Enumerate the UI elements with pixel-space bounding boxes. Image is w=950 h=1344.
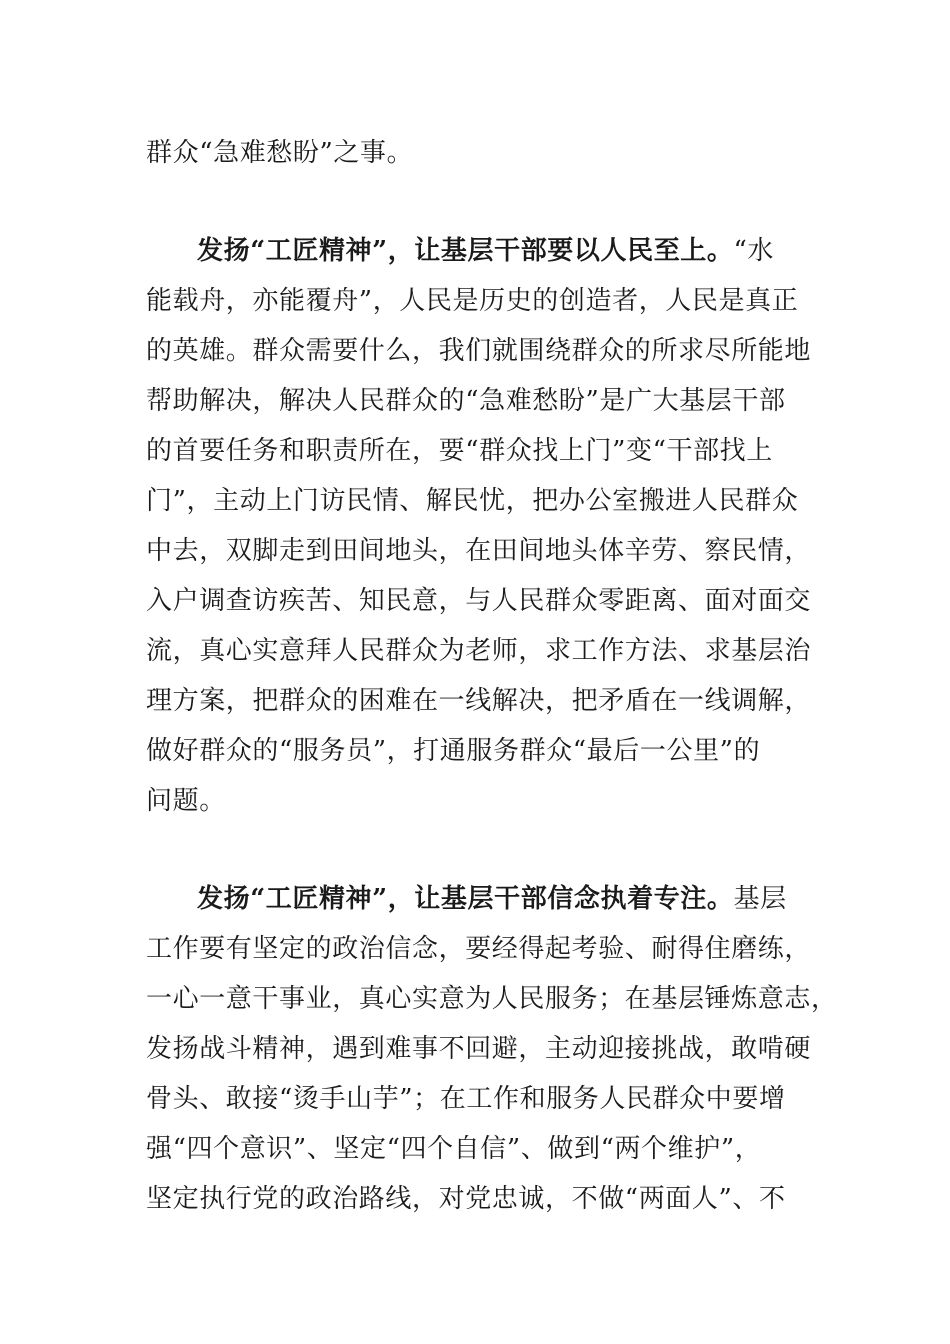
paragraph-line: 做好群众的“服务员”，打通服务群众“最后一公里”的: [146, 736, 761, 766]
paragraph-line: 的英雄。群众需要什么，我们就围绕群众的所求尽所能地: [146, 336, 812, 366]
paragraph-line: 理方案，把群众的困难在一线解决，把矛盾在一线调解，: [146, 686, 812, 716]
paragraph-line: 一心一意干事业，真心实意为人民服务；在基层锤炼意志，: [146, 984, 838, 1014]
paragraph-line: 流，真心实意拜人民群众为老师，求工作方法、求基层治: [146, 636, 812, 666]
paragraph-line: [197, 233, 774, 269]
paragraph-line: [197, 881, 787, 917]
paragraph-line: 帮助解决，解决人民群众的“急难愁盼”是广大基层干部: [146, 386, 786, 416]
paragraph-text: 基层: [733, 884, 787, 914]
paragraph-line: 能载舟，亦能覆舟”，人民是历史的创造者，人民是真正: [146, 286, 799, 316]
paragraph-line: 入户调查访疾苦、知民意，与人民群众零距离、面对面交: [146, 586, 812, 616]
paragraph-line: 的首要任务和职责所在，要“群众找上门”变“干部找上: [146, 436, 773, 466]
paragraph-line: 中去，双脚走到田间地头，在田间地头体辛劳、察民情，: [146, 536, 812, 566]
paragraph-line: 坚定执行党的政治路线，对党忠诚，不做“两面人”、不: [146, 1184, 786, 1214]
section-heading: 发扬“工匠精神”，让基层干部要以人民至上。: [197, 236, 734, 266]
paragraph-line: 骨头、敢接“烫手山芋”；在工作和服务人民群众中要增: [146, 1084, 786, 1114]
paragraph-line: 发扬战斗精神，遇到难事不回避，主动迎接挑战，敢啃硬: [146, 1034, 812, 1064]
section-heading: 发扬“工匠精神”，让基层干部信念执着专注。: [197, 884, 734, 914]
paragraph-line: 强“四个意识”、坚定“四个自信”、做到“两个维护”，: [146, 1134, 762, 1164]
paragraph-line: 问题。: [146, 786, 226, 816]
paragraph-line: 工作要有坚定的政治信念，要经得起考验、耐得住磨练，: [146, 934, 812, 964]
paragraph-line: 门”，主动上门访民情、解民忧，把办公室搬进人民群众: [146, 486, 799, 516]
paragraph-line: 群众“急难愁盼”之事。: [146, 138, 414, 168]
paragraph-text: “水: [733, 236, 775, 266]
